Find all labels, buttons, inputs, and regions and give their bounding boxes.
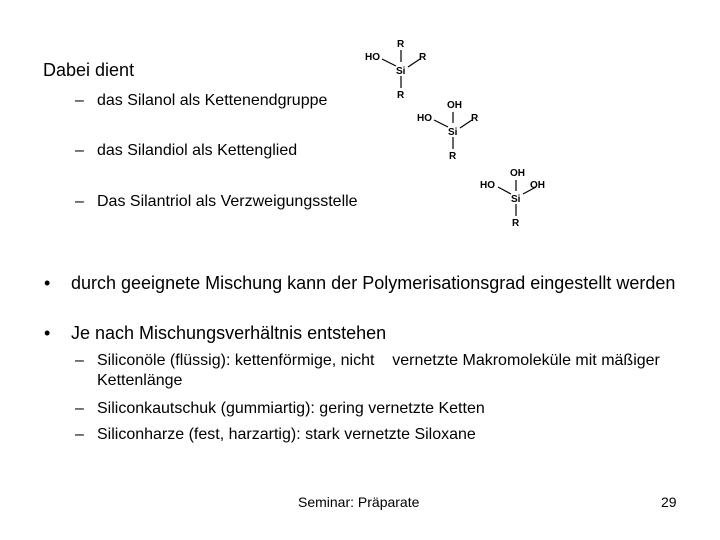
footer-text: Seminar: Präparate [298, 494, 420, 510]
dash-marker: – [75, 352, 84, 369]
bullet-text: durch geeignete Mischung kann der Polymerisationsgrad eingestellt werden [71, 273, 676, 293]
bottom-group-label: R [449, 151, 457, 162]
left-group-label: HO [417, 113, 432, 124]
silicon-atom-label: Si [511, 194, 521, 205]
bullet-text: Je nach Mischungsverhältnis entstehen [71, 323, 387, 343]
dash-marker: – [75, 92, 84, 109]
top-group-label: OH [510, 168, 525, 179]
right-group-label: R [419, 52, 427, 63]
silanol-structure [362, 36, 432, 100]
silantriol-structure [478, 164, 558, 230]
bullet-marker: • [44, 273, 51, 293]
bottom-group-label: R [397, 90, 405, 101]
sub-bullet-text: Siliconöle (flüssig): kettenförmige, nicht vernetzte Makromoleküle mit mäßiger Kettenlänge [97, 352, 665, 389]
dash-marker: – [75, 400, 84, 417]
right-group-label: R [471, 113, 479, 124]
sub-item-text: das Silanol als Kettenendgruppe [97, 92, 328, 109]
intro-text: Dabei dient [43, 60, 135, 80]
silicon-atom-label: Si [448, 127, 458, 138]
left-group-label: HO [365, 52, 380, 63]
silandiol-structure [414, 96, 484, 162]
dash-marker: – [75, 193, 84, 210]
sub-item-text: Das Silantriol als Verzweigungsstelle [97, 193, 358, 210]
sub-bullet-text: Siliconharze (fest, harzartig): stark vernetzte Siloxane [97, 426, 476, 443]
bottom-group-label: R [512, 218, 520, 229]
page-number: 29 [661, 494, 677, 510]
bullet-marker: • [44, 323, 51, 343]
sub-bullet-text: Siliconkautschuk (gummiartig): gering vernetzte Ketten [97, 400, 485, 417]
silicon-atom-label: Si [396, 66, 406, 77]
sub-item-text: das Silandiol als Kettenglied [97, 142, 298, 159]
top-group-label: OH [447, 100, 462, 111]
dash-marker: – [75, 426, 84, 443]
right-group-label: OH [530, 180, 545, 191]
left-group-label: HO [480, 180, 495, 191]
dash-marker: – [75, 142, 84, 159]
top-group-label: R [397, 39, 405, 50]
